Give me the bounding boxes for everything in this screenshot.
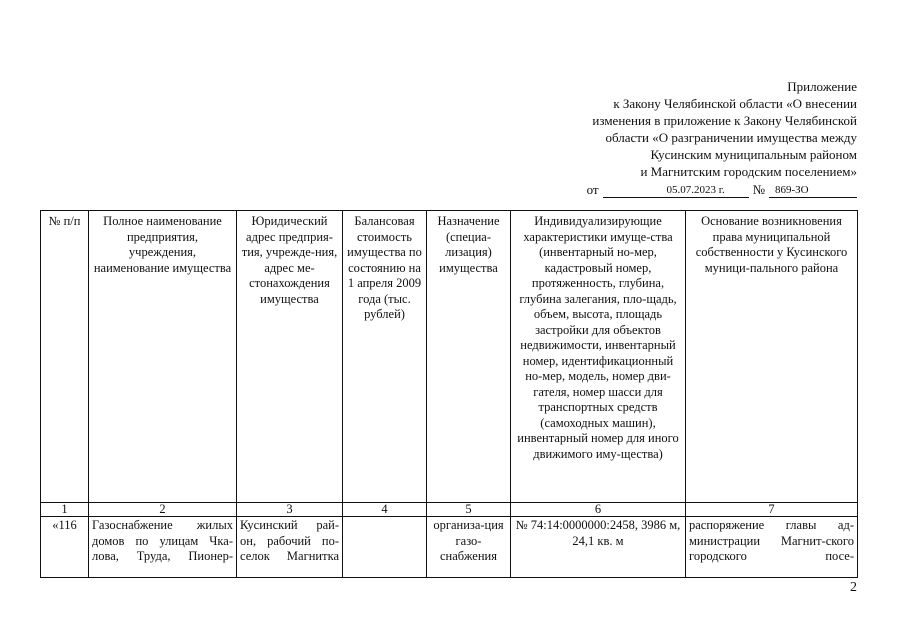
- property-table: [40, 210, 858, 578]
- law-number: 869-ЗО: [769, 184, 857, 198]
- cell-purpose: организа-ция газо-снабжения: [427, 517, 511, 578]
- cell-characteristics: № 74:14:0000000:2458, 3986 м, 24,1 кв. м: [511, 517, 686, 578]
- appendix-line: к Закону Челябинской области «О внесении: [613, 96, 857, 111]
- header-balance: Балансовая стоимость имущества по состоянию на 1 апреля 2009 года (тыс. рублей): [343, 211, 427, 503]
- page-number: 2: [850, 580, 857, 595]
- number-label: №: [752, 182, 765, 197]
- header-num: № п/п: [41, 211, 89, 503]
- header-basis: Основание возникновения права муниципальной собственности у Кусинского муници-пального района: [686, 211, 858, 503]
- cell-name: Газоснабжение жилых домов по улицам Чка-лова, Труда, Пионер-: [89, 517, 237, 578]
- header-address: Юридический адрес предприя-тия, учрежде-ния, адрес ме-стонахождения имущества: [237, 211, 343, 503]
- from-label: от: [586, 182, 599, 197]
- column-number: 4: [343, 503, 427, 517]
- column-number: 3: [237, 503, 343, 517]
- cell-address: Кусинский рай-он, рабочий по-селок Магнитка: [237, 517, 343, 578]
- cell-num: «116: [41, 517, 89, 578]
- cell-balance: [343, 517, 427, 578]
- appendix-header: [587, 78, 857, 198]
- law-date: 05.07.2023 г.: [603, 184, 749, 198]
- law-date-number-line: [587, 181, 857, 198]
- appendix-line: Кусинским муниципальным районом: [650, 147, 857, 162]
- cell-basis: распоряжение главы ад-министрации Магнит-ского городского посе-: [686, 517, 858, 578]
- appendix-line: Приложение: [787, 79, 857, 94]
- column-number: 1: [41, 503, 89, 517]
- header-name: Полное наименование предприятия, учреждения, наименование имущества: [89, 211, 237, 503]
- header-characteristics: Индивидуализирующие характеристики имуще-ства (инвентарный но-мер, кадастровый номер, протяженность, глубина, глубина залегания, пло-щадь, объем, высота, площадь застройки для объектов недвижимости, инвентарный номер, идентификационный но-мер, модель, номер дви-гателя, номер шасси для транспортных средств (самоходных машин), инвентарный номер для иного движимого иму-щества): [511, 211, 686, 503]
- appendix-line: и Магнитским городским поселением»: [640, 164, 857, 179]
- column-number: 7: [686, 503, 858, 517]
- appendix-line: изменения в приложение к Закону Челябинской: [592, 113, 857, 128]
- appendix-line: области «О разграничении имущества между: [605, 130, 857, 145]
- column-number: 5: [427, 503, 511, 517]
- table-row: [41, 517, 858, 578]
- header-purpose: Назначение (специа-лизация) имущества: [427, 211, 511, 503]
- column-number: 6: [511, 503, 686, 517]
- table-header-row: [41, 211, 858, 503]
- column-number-row: [41, 503, 858, 517]
- column-number: 2: [89, 503, 237, 517]
